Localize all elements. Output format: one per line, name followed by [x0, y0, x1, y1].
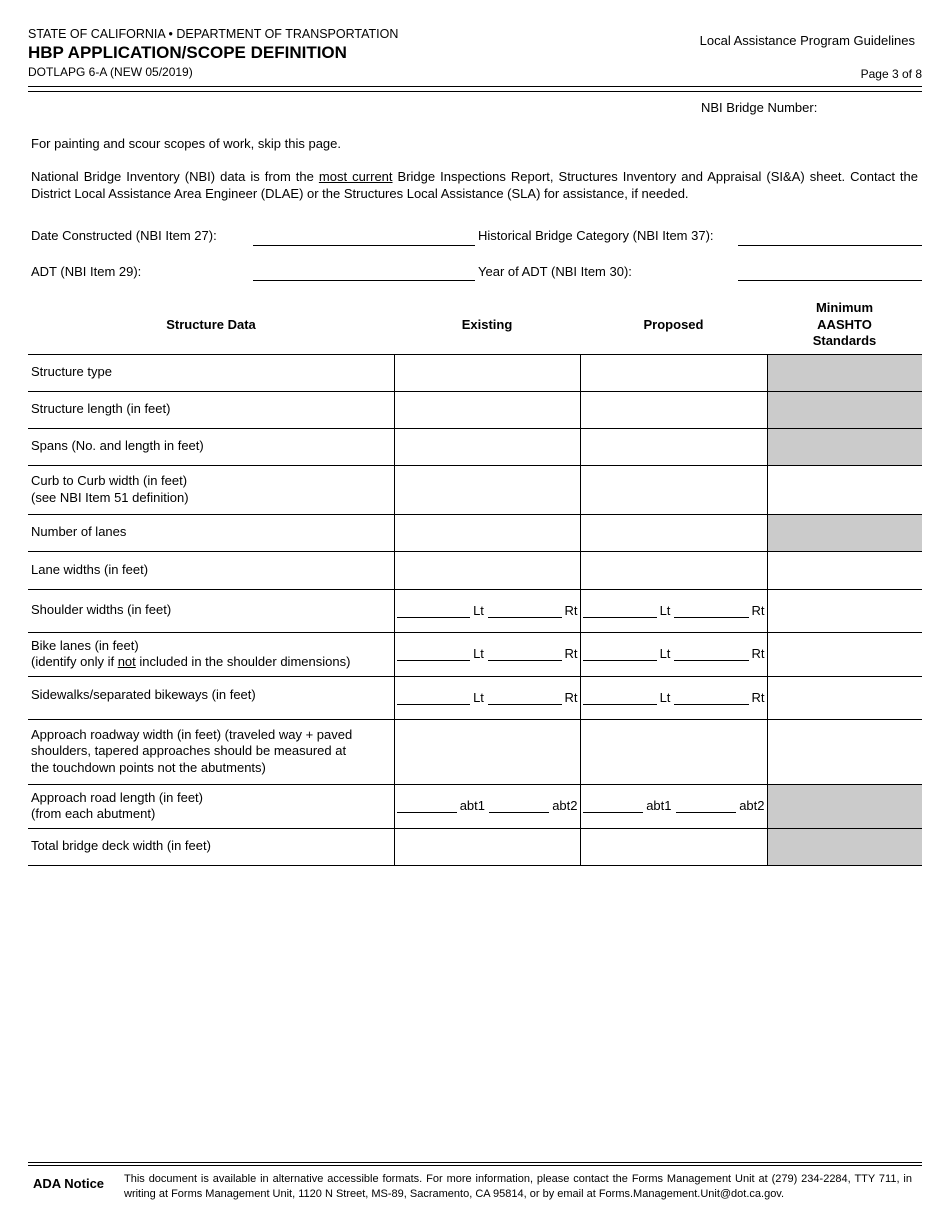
existing-total-deck-width-cell[interactable]	[394, 828, 580, 865]
row-label-line-3: the touchdown points not the abutments)	[31, 759, 266, 775]
row-label: Approach road length (in feet)	[31, 789, 203, 805]
existing-sidewalk-right-field[interactable]	[488, 691, 562, 705]
form-number: DOTLAPG 6-A (NEW 05/2019)	[28, 65, 193, 79]
existing-approach-width-cell[interactable]	[394, 719, 580, 784]
label-total-deck-width	[28, 828, 394, 865]
row-label-line-2: shoulders, tapered approaches should be measured at	[31, 743, 347, 759]
footer-rule-bottom	[28, 1165, 922, 1166]
header-standards: Standards	[812, 333, 877, 348]
aashto-curb-width-cell[interactable]	[767, 465, 922, 514]
proposed-bike-lanes-cell	[580, 632, 767, 676]
abutment2-label: abt2	[552, 798, 578, 813]
label-structure-type	[28, 354, 394, 391]
row-label: Structure type	[31, 364, 112, 380]
left-label: Lt	[473, 602, 484, 618]
existing-sidewalk-left-field[interactable]	[397, 691, 471, 705]
row-shoulder-widths	[28, 589, 922, 632]
left-label: Lt	[473, 689, 484, 705]
aashto-bike-lanes-cell[interactable]	[767, 632, 922, 676]
aashto-approach-length-cell	[767, 784, 922, 828]
existing-approach-length-cell	[394, 784, 580, 828]
nbi-bridge-number-label: NBI Bridge Number:	[701, 100, 818, 115]
date-constructed-field[interactable]	[253, 245, 475, 246]
row-number-of-lanes	[28, 514, 922, 551]
proposed-lane-widths-cell[interactable]	[580, 551, 767, 589]
row-structure-type	[28, 354, 922, 391]
proposed-abutment1-field[interactable]	[583, 799, 644, 813]
row-label: Curb to Curb width (in feet)	[31, 473, 188, 488]
existing-sidewalks-cell	[394, 676, 580, 719]
label-curb-width	[28, 465, 394, 514]
row-label: Number of lanes	[31, 524, 127, 540]
row-lane-widths	[28, 551, 922, 589]
note-emphasis: not	[117, 654, 136, 669]
footer-rule-top	[28, 1162, 922, 1163]
historical-category-label: Historical Bridge Category (NBI Item 37):	[478, 228, 714, 243]
existing-shoulder-right-field[interactable]	[488, 604, 562, 618]
aashto-sidewalks-cell[interactable]	[767, 676, 922, 719]
ada-notice-text: This document is available in alternative accessible formats. For more information, please contact the Forms Management Unit at (279) 234-2284, TTY 711, in writing at Forms Management Unit, 1120 N Street, MS-89, Sacramento, CA 95814, or by email at Forms.Management.Unit@dot.ca.gov.	[124, 1173, 912, 1200]
proposed-sidewalk-left-field[interactable]	[583, 691, 657, 705]
form-title: HBP APPLICATION/SCOPE DEFINITION	[28, 43, 347, 62]
historical-category-field[interactable]	[738, 245, 922, 246]
date-constructed-label: Date Constructed (NBI Item 27):	[31, 228, 217, 243]
right-label: Rt	[751, 646, 765, 661]
row-label: Spans (No. and length in feet)	[31, 438, 204, 454]
row-spans	[28, 428, 922, 465]
row-curb-width	[28, 465, 922, 514]
row-label: Approach roadway width (in feet) (traveled way + paved	[31, 726, 353, 742]
row-structure-length	[28, 391, 922, 428]
row-label-note	[31, 654, 394, 671]
row-label: Structure length (in feet)	[31, 401, 171, 417]
right-label: Rt	[751, 689, 765, 705]
existing-bike-lanes-cell	[394, 632, 580, 676]
existing-structure-length-cell[interactable]	[394, 391, 580, 428]
skip-instruction: For painting and scour scopes of work, skip this page.	[31, 136, 341, 151]
right-label: Rt	[751, 602, 765, 618]
abutment1-label: abt1	[459, 798, 485, 813]
row-label-note: (see NBI Item 51 definition)	[31, 489, 189, 505]
row-approach-width	[28, 719, 922, 784]
proposed-structure-type-cell[interactable]	[580, 354, 767, 391]
row-approach-length	[28, 784, 922, 828]
proposed-shoulder-widths-cell	[580, 589, 767, 632]
label-shoulder-widths	[28, 589, 394, 632]
right-label: Rt	[564, 646, 578, 661]
row-label: Bike lanes (in feet)	[31, 637, 139, 653]
proposed-sidewalk-right-field[interactable]	[674, 691, 748, 705]
label-number-of-lanes	[28, 514, 394, 551]
proposed-shoulder-left-field[interactable]	[583, 604, 657, 618]
right-label: Rt	[564, 602, 578, 618]
proposed-structure-length-cell[interactable]	[580, 391, 767, 428]
row-label: Lane widths (in feet)	[31, 561, 149, 577]
guidelines-title: Local Assistance Program Guidelines	[699, 33, 915, 48]
nbi-instruction-emphasis: most current	[318, 169, 393, 184]
proposed-curb-width-cell[interactable]	[580, 465, 767, 514]
proposed-bike-right-field[interactable]	[674, 647, 748, 661]
proposed-shoulder-right-field[interactable]	[674, 604, 748, 618]
existing-structure-type-cell[interactable]	[394, 354, 580, 391]
proposed-approach-length-cell	[580, 784, 767, 828]
adt-field[interactable]	[253, 280, 475, 281]
right-label: Rt	[564, 689, 578, 705]
year-of-adt-label: Year of ADT (NBI Item 30):	[478, 264, 632, 279]
existing-number-of-lanes-cell[interactable]	[394, 514, 580, 551]
aashto-structure-type-cell	[767, 354, 922, 391]
agency-name: STATE OF CALIFORNIA • DEPARTMENT OF TRANSPORTATION	[28, 27, 399, 41]
left-label: Lt	[659, 602, 671, 618]
label-approach-length	[28, 784, 394, 828]
proposed-sidewalks-cell	[580, 676, 767, 719]
existing-abutment1-field[interactable]	[397, 799, 457, 813]
proposed-spans-cell[interactable]	[580, 428, 767, 465]
aashto-lane-widths-cell[interactable]	[767, 551, 922, 589]
existing-lane-widths-cell[interactable]	[394, 551, 580, 589]
label-spans	[28, 428, 394, 465]
existing-bike-right-field[interactable]	[488, 647, 562, 661]
proposed-total-deck-width-cell[interactable]	[580, 828, 767, 865]
existing-spans-cell[interactable]	[394, 428, 580, 465]
proposed-number-of-lanes-cell[interactable]	[580, 514, 767, 551]
left-label: Lt	[659, 689, 671, 705]
label-structure-length	[28, 391, 394, 428]
row-bike-lanes	[28, 632, 922, 676]
header-structure-data: Structure Data	[28, 296, 394, 354]
note-text: (identify only if	[31, 654, 118, 669]
header-aashto: AASHTO	[817, 316, 872, 332]
aashto-number-of-lanes-cell	[767, 514, 922, 551]
ada-notice-title: ADA Notice	[33, 1176, 105, 1191]
existing-abutment2-field[interactable]	[489, 799, 549, 813]
row-label: Sidewalks/separated bikeways (in feet)	[31, 686, 256, 702]
existing-shoulder-widths-cell	[394, 589, 580, 632]
aashto-spans-cell	[767, 428, 922, 465]
row-label-note: (from each abutment)	[31, 806, 156, 821]
page-number: Page 3 of 8	[860, 67, 922, 81]
aashto-structure-length-cell	[767, 391, 922, 428]
row-label: Total bridge deck width (in feet)	[31, 838, 211, 854]
nbi-instruction-text: National Bridge Inventory (NBI) data is from the	[31, 169, 319, 184]
proposed-bike-left-field[interactable]	[583, 647, 657, 661]
left-label: Lt	[473, 646, 484, 661]
aashto-shoulder-widths-cell[interactable]	[767, 589, 922, 632]
nbi-instruction-text-rest: Bridge Inspections Report, Structures Inventory and Appraisal (SI&A) sheet. Contact the District Local Assistance Area Engineer (DLAE) or the Structures Local Assistance (SLA) for assistance, if needed.	[31, 169, 919, 201]
abutment2-label: abt2	[739, 798, 765, 813]
note-text-rest: included in the shoulder dimensions)	[135, 654, 351, 669]
nbi-instruction	[31, 168, 918, 202]
label-sidewalks	[28, 676, 394, 719]
existing-shoulder-left-field[interactable]	[397, 604, 471, 618]
existing-bike-left-field[interactable]	[397, 647, 471, 661]
row-total-deck-width	[28, 828, 922, 865]
table-header-row	[28, 296, 922, 354]
header-minimum-aashto	[767, 296, 922, 354]
label-lane-widths	[28, 551, 394, 589]
structure-data-table	[28, 296, 922, 866]
aashto-total-deck-width-cell	[767, 828, 922, 865]
existing-curb-width-cell[interactable]	[394, 465, 580, 514]
adt-label: ADT (NBI Item 29):	[31, 264, 142, 279]
proposed-abutment2-field[interactable]	[676, 799, 737, 813]
year-of-adt-field[interactable]	[738, 280, 922, 281]
proposed-approach-width-cell[interactable]	[580, 719, 767, 784]
left-label: Lt	[659, 646, 671, 661]
row-label: Shoulder widths (in feet)	[31, 602, 172, 618]
header-minimum: Minimum	[815, 300, 874, 315]
aashto-approach-width-cell[interactable]	[767, 719, 922, 784]
label-approach-width	[28, 719, 394, 784]
header-proposed: Proposed	[580, 296, 767, 354]
row-sidewalks	[28, 676, 922, 719]
label-bike-lanes	[28, 632, 394, 676]
header-rule-top	[28, 86, 922, 87]
header-rule-bottom	[28, 91, 922, 92]
abutment1-label: abt1	[646, 798, 672, 813]
header-existing: Existing	[394, 296, 580, 354]
